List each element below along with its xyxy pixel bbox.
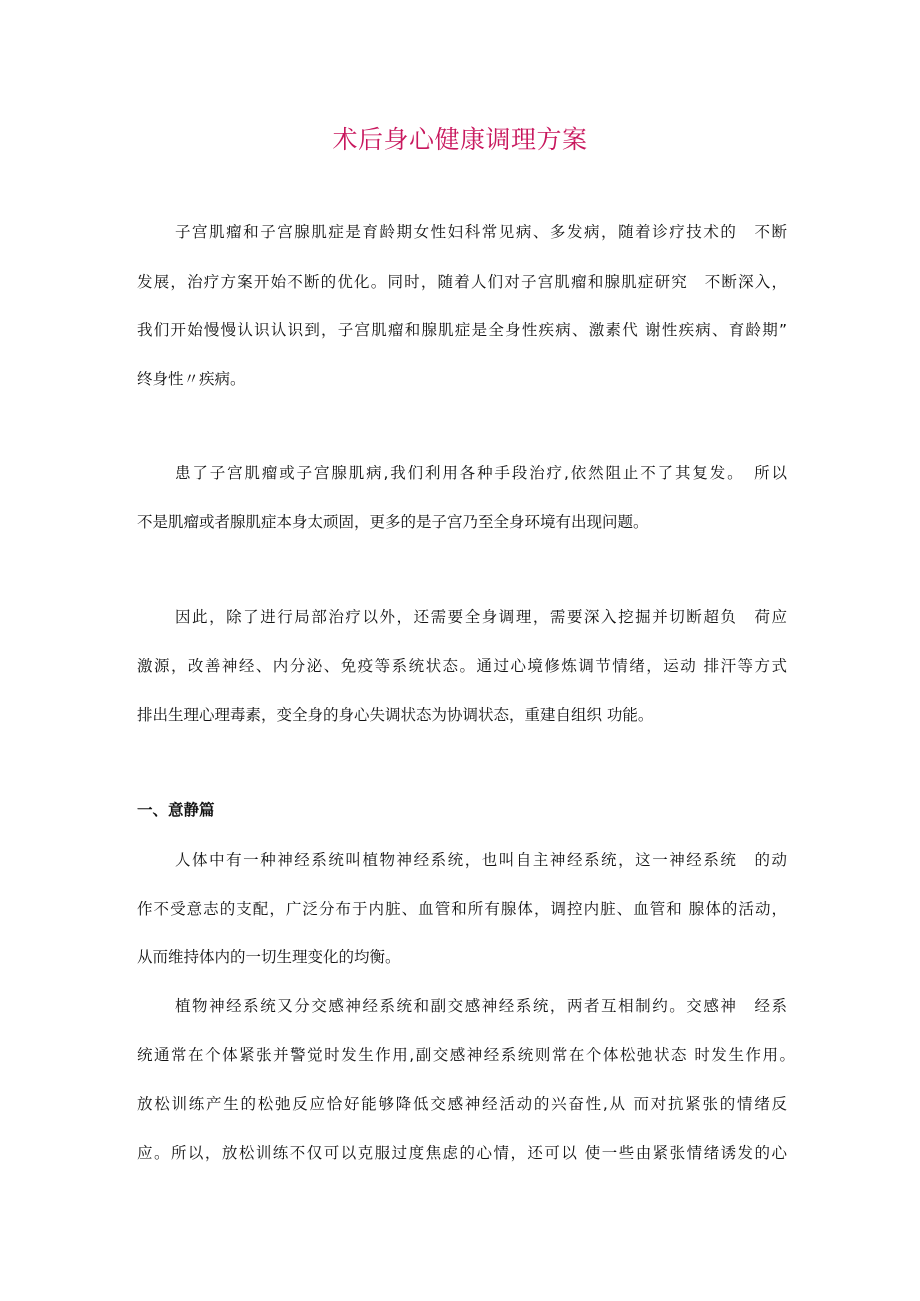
paragraph-3-line-1: 因此，除了进行局部治疗以外，还需要全身调理，需要深入挖掘并切断超负 荷应	[175, 608, 787, 626]
paragraph-5-line-3: 放松训练产生的松弛反应恰好能够降低交感神经活动的兴奋性,从 而对抗紧张的情绪反	[137, 1095, 787, 1113]
paragraph-4-line-3: 从而维持体内的一切生理变化的均衡。	[137, 948, 401, 966]
paragraph-1-line-2: 发展，治疗方案开始不断的优化。同时，随着人们对子宫肌瘤和腺肌症研究 不断深入，	[137, 273, 787, 291]
section-heading-yijing: 一、意静篇	[137, 801, 215, 819]
paragraph-5-line-1: 植物神经系统又分交感神经系统和副交感神经系统，两者互相制约。交感神 经系	[175, 997, 787, 1015]
paragraph-3-line-2: 激源，改善神经、内分泌、免疫等系统状态。通过心境修炼调节情绪，运动 排汗等方式	[137, 657, 787, 675]
paragraph-1-line-1: 子宫肌瘤和子宫腺肌症是育龄期女性妇科常见病、多发病，随着诊疗技术的 不断	[175, 223, 787, 241]
paragraph-2-line-1: 患了子宫肌瘤或子宫腺肌病,我们利用各种手段治疗,依然阻止不了其复发。 所以	[175, 464, 787, 482]
paragraph-3-line-3: 排出生理心理毒素，变全身的身心失调状态为协调状态，重建自组织 功能。	[137, 706, 654, 724]
paragraph-1-line-4: 终身性〃疾病。	[137, 370, 246, 388]
paragraph-4-line-1: 人体中有一种神经系统叫植物神经系统，也叫自主神经系统，这一神经系统 的动	[175, 851, 787, 869]
page-title: 术后身心健康调理方案	[332, 125, 588, 154]
paragraph-2-line-2: 不是肌瘤或者腺肌症本身太顽固，更多的是子宫乃至全身环境有出现问题。	[137, 513, 649, 531]
paragraph-5-line-4: 应。所以，放松训练不仅可以克服过度焦虑的心情，还可以 使一些由紧张情绪诱发的心	[137, 1144, 787, 1162]
paragraph-4-line-2: 作不受意志的支配，广泛分布于内脏、血管和所有腺体，调控内脏、血管和 腺体的活动，	[137, 900, 787, 918]
paragraph-1-line-3: 我们开始慢慢认识认识到，子宫肌瘤和腺肌症是全身性疾病、激素代 谢性疾病、育龄期”	[137, 321, 787, 339]
paragraph-5-line-2: 统通常在个体紧张并警觉时发生作用,副交感神经系统则常在个体松弛状态 时发生作用。	[137, 1046, 795, 1064]
